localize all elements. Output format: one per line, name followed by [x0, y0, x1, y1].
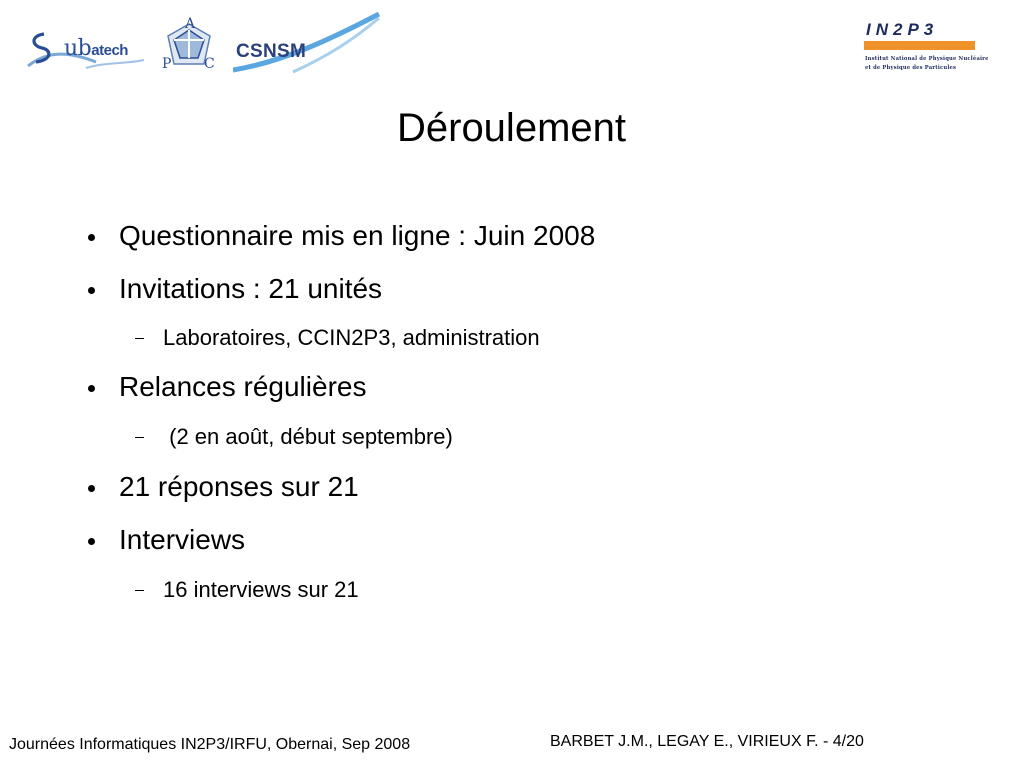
- slide-title: Déroulement: [396, 106, 626, 150]
- csnsm-logo: [233, 12, 383, 76]
- sub-bullet-item: 16 interviews sur 21: [163, 577, 359, 602]
- sub-bullet-item: Laboratoires, CCIN2P3, administration: [163, 325, 540, 350]
- apc-letter-c: C: [204, 56, 215, 72]
- sub-bullet-item: (2 en août, début septembre): [163, 424, 453, 449]
- in2p3-wordmark: IN2P3: [866, 20, 939, 39]
- bullet-item: Invitations : 21 unités: [119, 273, 383, 304]
- apc-logo: [160, 16, 218, 76]
- footer-right: BARBET J.M., LEGAY E., VIRIEUX F. - 4/20: [550, 733, 864, 750]
- csnsm-wordmark: CSNSM: [236, 41, 307, 62]
- subatech-logo: [26, 22, 146, 74]
- logo-bar: [0, 0, 1023, 90]
- apc-letter-a: A: [185, 16, 196, 32]
- bullet-item: Questionnaire mis en ligne : Juin 2008: [119, 220, 596, 251]
- apc-letter-p: P: [162, 56, 172, 72]
- bullet-item: Interviews: [119, 524, 246, 555]
- in2p3-subtitle-line1: Institut National de Physique Nucléaire: [865, 56, 989, 62]
- footer-left: Journées Informatiques IN2P3/IRFU, Obernai, Sep 2008: [9, 736, 411, 753]
- subatech-wordmark: ubatech: [64, 36, 128, 61]
- in2p3-logo: [864, 20, 989, 78]
- in2p3-orange-bar: [864, 41, 975, 50]
- in2p3-subtitle-line2: et de Physique des Particules: [865, 65, 957, 71]
- bullet-item: 21 réponses sur 21: [119, 471, 359, 502]
- bullet-item: Relances régulières: [119, 371, 367, 402]
